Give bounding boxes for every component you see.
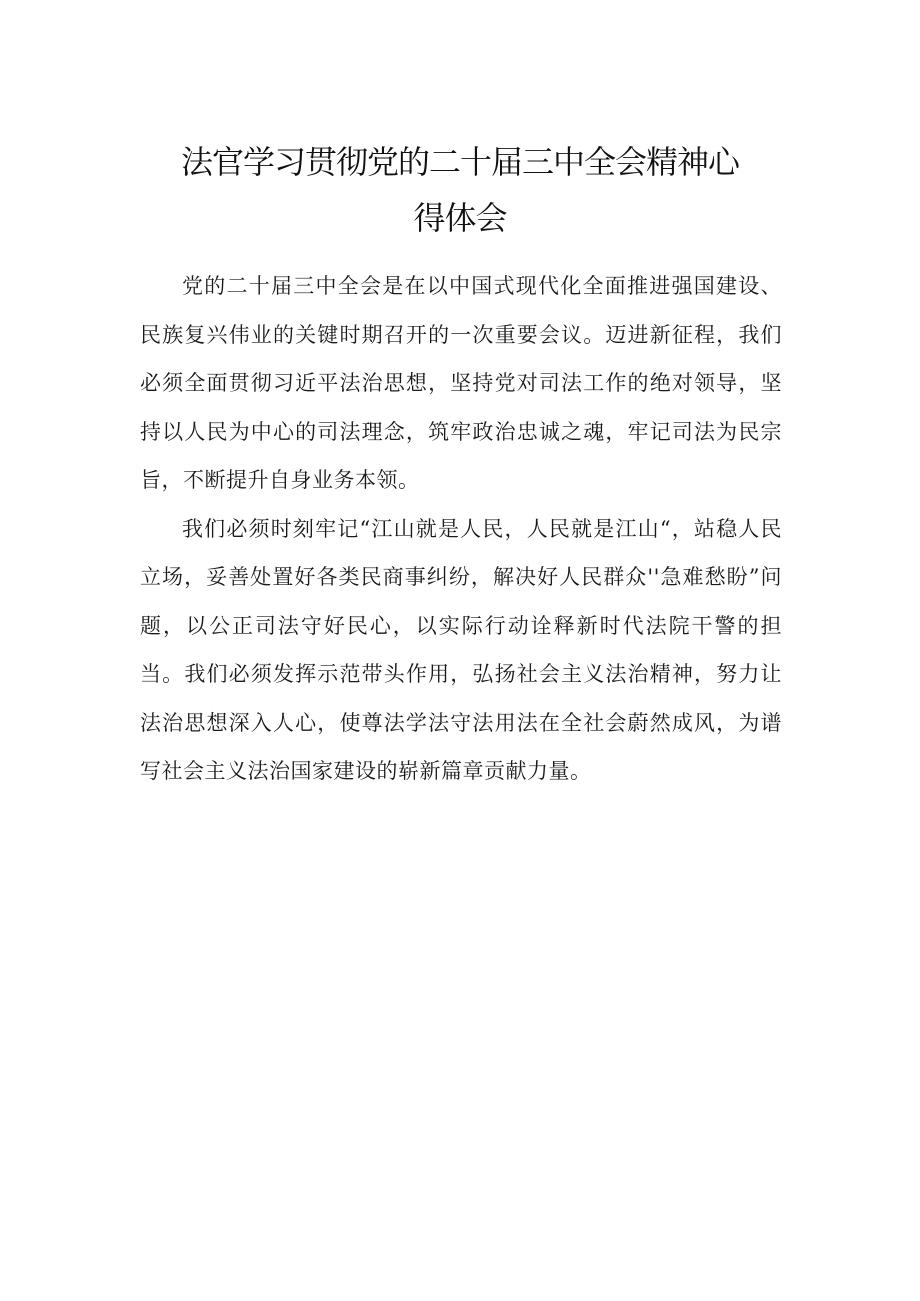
document-body bbox=[140, 262, 782, 796]
document-title-line-1: 法官学习贯彻党的二十届三中全会精神心 bbox=[180, 143, 739, 181]
body-paragraph-1: 党的二十届三中全会是在以中国式现代化全面推进强国建设、民族复兴伟业的关键时期召开的一次重要会议。迈进新征程，我们必须全面贯彻习近平法治思想，坚持党对司法工作的绝对领导，坚持以人民为中心的司法理念，筑牢政治忠诚之魂，牢记司法为民宗旨，不断提升自身业务本领。 bbox=[140, 274, 782, 492]
document-title-line-2: 得体会 bbox=[413, 199, 507, 237]
document-title bbox=[140, 134, 780, 246]
body-paragraph-2: 我们必须时刻牢记“江山就是人民，人民就是江山“，站稳人民立场，妥善处置好各类民商事纠纷，解决好人民群众''急难愁盼”问题，以公正司法守好民心，以实际行动诠释新时代法院干警的担当。我们必须发挥示范带头作用，弘扬社会主义法治精神，努力让法治思想深入人心，使尊法学法守法用法在全社会蔚然成风，为谱写社会主义法治国家建设的崭新篇章贡献力量。 bbox=[140, 516, 782, 783]
